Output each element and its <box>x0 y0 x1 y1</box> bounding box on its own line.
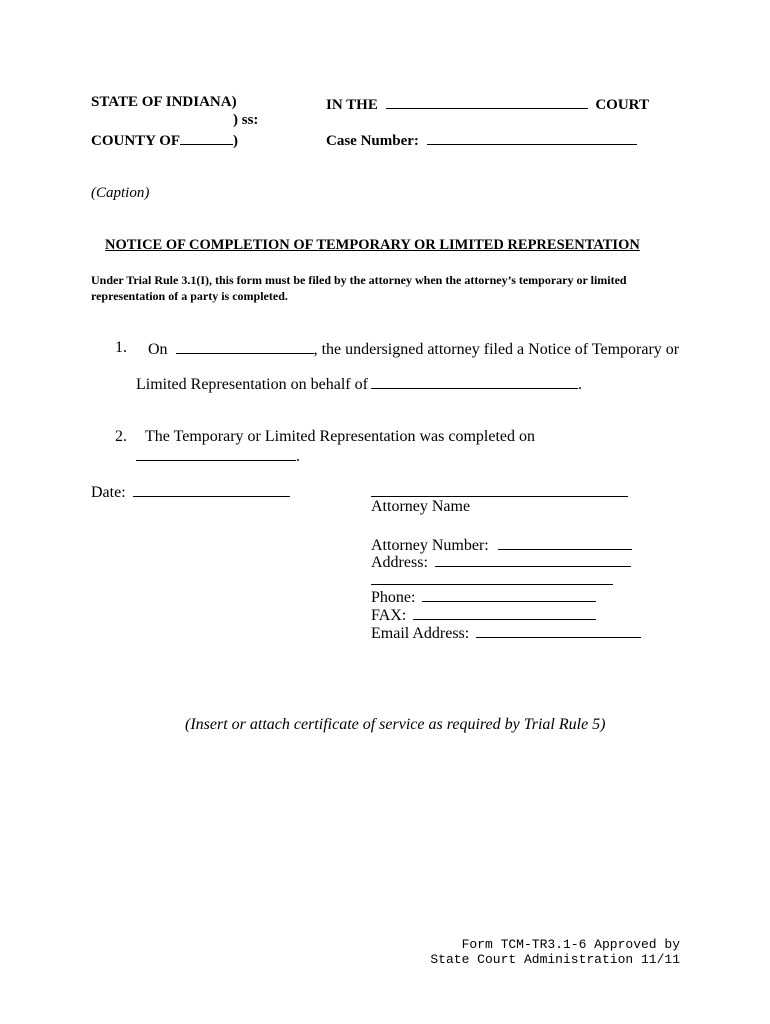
address-line-2-field[interactable] <box>371 584 613 585</box>
phone-field[interactable] <box>422 587 596 602</box>
party-name-field[interactable] <box>371 374 578 389</box>
email-line <box>371 623 641 643</box>
item-1-period: . <box>577 376 582 393</box>
date-label: Date: <box>91 484 126 501</box>
case-number-label: Case Number: <box>326 133 419 149</box>
phone-label: Phone: <box>371 589 416 606</box>
court-name-field[interactable] <box>386 94 588 109</box>
state-label: STATE OF INDIANA) <box>91 94 237 110</box>
date-field[interactable] <box>133 482 290 497</box>
fax-field[interactable] <box>413 605 596 620</box>
footer-line-1: Form TCM-TR3.1-6 Approved by <box>461 937 680 952</box>
item-1-text: , the undersigned attorney filed a Notice of Temporary or <box>313 341 680 358</box>
attorney-number-label: Attorney Number: <box>371 537 489 554</box>
address-field[interactable] <box>435 552 631 567</box>
item-2-period: . <box>296 448 300 465</box>
item-1-line-2 <box>136 374 582 394</box>
fax-line <box>371 605 596 625</box>
ss-label: ) ss: <box>233 112 259 128</box>
county-field[interactable] <box>180 130 233 145</box>
court-label: COURT <box>595 97 649 113</box>
county-prefix: COUNTY OF <box>91 133 181 149</box>
attorney-number-field[interactable] <box>498 535 632 550</box>
date-line <box>91 482 290 502</box>
form-title: NOTICE OF COMPLETION OF TEMPORARY OR LIMITED REPRESENTATION <box>105 237 640 253</box>
attorney-name-label: Attorney Name <box>371 498 471 515</box>
court-line <box>326 94 649 114</box>
completion-date-field[interactable] <box>136 446 296 461</box>
county-label <box>91 130 238 150</box>
address-label: Address: <box>371 554 428 571</box>
address-line <box>371 552 631 572</box>
item-2-number: 2. <box>115 428 127 445</box>
fax-label: FAX: <box>371 607 407 624</box>
certificate-note: (Insert or attach certificate of service as required by Trial Rule 5) <box>185 716 606 733</box>
instruction-line-1: Under Trial Rule 3.1(I), this form must be filed by the attorney when the attorney’s temporary or limited <box>91 273 627 287</box>
item-1-on: On <box>148 341 168 358</box>
item-2-line-2 <box>136 446 300 466</box>
item-1-line-1 <box>148 339 679 359</box>
county-suffix: ) <box>233 133 239 149</box>
item-1-behalf: Limited Representation on behalf of <box>136 376 368 393</box>
item-1-number: 1. <box>115 339 127 356</box>
caption: (Caption) <box>91 185 150 201</box>
filing-date-field[interactable] <box>176 339 314 354</box>
case-number-field[interactable] <box>427 130 637 145</box>
instruction-line-2: representation of a party is completed. <box>91 289 288 303</box>
phone-line <box>371 587 596 607</box>
item-2-text: The Temporary or Limited Representation was completed on <box>145 428 536 445</box>
in-the-label: IN THE <box>326 97 378 113</box>
footer-line-2: State Court Administration 11/11 <box>430 952 680 967</box>
signature-line[interactable] <box>371 496 628 497</box>
email-label: Email Address: <box>371 625 470 642</box>
case-number-line <box>326 130 637 150</box>
email-field[interactable] <box>476 623 641 638</box>
